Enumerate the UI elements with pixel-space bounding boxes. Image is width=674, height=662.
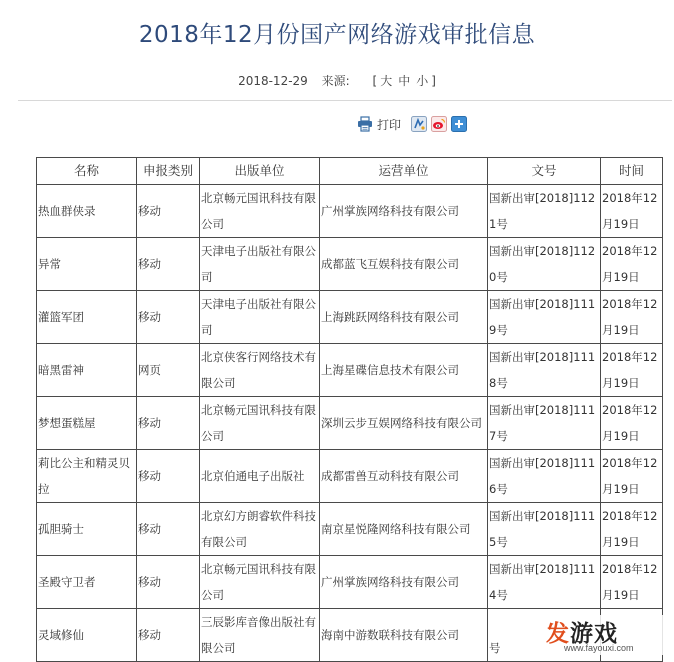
table-row bbox=[37, 556, 663, 609]
cell-name: 孤胆骑士 bbox=[37, 503, 137, 556]
cell-operator: 上海跳跃网络科技有限公司 bbox=[320, 291, 488, 344]
cell-category: 移动 bbox=[137, 609, 200, 662]
table-row bbox=[37, 291, 663, 344]
cell-category: 移动 bbox=[137, 503, 200, 556]
cell-name: 暗黑雷神 bbox=[37, 344, 137, 397]
watermark-brand-part1: 发 bbox=[546, 621, 570, 647]
cell-category: 移动 bbox=[137, 450, 200, 503]
cell-name: 异常 bbox=[37, 238, 137, 291]
article-meta bbox=[0, 72, 674, 89]
cell-approval-number: 国新出审[2018]1114号 bbox=[488, 556, 601, 609]
cell-date: 2018年12月19日 bbox=[601, 503, 663, 556]
cell-operator: 上海星碟信息技术有限公司 bbox=[320, 344, 488, 397]
cell-publisher: 北京畅元国讯科技有限公司 bbox=[200, 556, 320, 609]
cell-date: 2018年12月19日 bbox=[601, 238, 663, 291]
cell-date: 2018年12月19日 bbox=[601, 556, 663, 609]
cell-date: 2018年12月19日 bbox=[601, 185, 663, 238]
cell-approval-number: 国新出审[2018]1115号 bbox=[488, 503, 601, 556]
publish-date: 2018-12-29 bbox=[238, 74, 308, 88]
font-size-small-link[interactable]: 小 bbox=[416, 74, 429, 88]
header-category: 申报类别 bbox=[137, 158, 200, 185]
cell-publisher: 北京伯通电子出版社 bbox=[200, 450, 320, 503]
cell-name: 圣殿守卫者 bbox=[37, 556, 137, 609]
table-row bbox=[37, 397, 663, 450]
site-watermark bbox=[524, 615, 666, 655]
cell-operator: 海南中游数联科技有限公司 bbox=[320, 609, 488, 662]
cell-approval-number: 国新出审[2018]1119号 bbox=[488, 291, 601, 344]
printer-icon[interactable] bbox=[357, 116, 373, 132]
cell-approval-number: 国新出审[2018]1120号 bbox=[488, 238, 601, 291]
font-size-large-link[interactable]: 大 bbox=[380, 74, 393, 88]
cell-category: 移动 bbox=[137, 397, 200, 450]
page-title: 2018年12月份国产网络游戏审批信息 bbox=[138, 22, 536, 48]
table-row bbox=[37, 503, 663, 556]
cell-approval-number: 国新出审[2018]1117号 bbox=[488, 397, 601, 450]
header-date: 时间 bbox=[601, 158, 663, 185]
cell-category: 移动 bbox=[137, 291, 200, 344]
table-row bbox=[37, 450, 663, 503]
bracket-close: ] bbox=[431, 74, 436, 88]
print-link[interactable]: 打印 bbox=[377, 117, 402, 132]
cell-publisher: 天津电子出版社有限公司 bbox=[200, 238, 320, 291]
cell-approval-number: 号 bbox=[488, 609, 601, 662]
table-row bbox=[37, 238, 663, 291]
header-name: 名称 bbox=[37, 158, 137, 185]
bracket-open: [ bbox=[372, 74, 378, 88]
cell-name: 灌篮军团 bbox=[37, 291, 137, 344]
cell-category: 移动 bbox=[137, 185, 200, 238]
cell-operator: 广州掌族网络科技有限公司 bbox=[320, 556, 488, 609]
cell-publisher: 北京侠客行网络技术有限公司 bbox=[200, 344, 320, 397]
source-label: 来源: bbox=[321, 74, 350, 88]
share-plus-icon[interactable] bbox=[451, 116, 467, 132]
font-size-switcher bbox=[373, 74, 436, 88]
cell-name: 灵域修仙 bbox=[37, 609, 137, 662]
cell-category: 移动 bbox=[137, 556, 200, 609]
header-publisher: 出版单位 bbox=[200, 158, 320, 185]
cell-operator: 成都雷兽互动科技有限公司 bbox=[320, 450, 488, 503]
cell-date: 2018年12月19日 bbox=[601, 291, 663, 344]
cell-publisher: 天津电子出版社有限公司 bbox=[200, 291, 320, 344]
table-row bbox=[37, 185, 663, 238]
cell-category: 网页 bbox=[137, 344, 200, 397]
cell-approval-number: 国新出审[2018]1116号 bbox=[488, 450, 601, 503]
font-size-medium-link[interactable]: 中 bbox=[398, 74, 411, 88]
article-toolbar bbox=[357, 113, 471, 135]
cell-name: 热血群侠录 bbox=[37, 185, 137, 238]
watermark-brand-part2: 游戏 bbox=[570, 621, 618, 647]
cell-publisher: 三辰影库音像出版社有限公司 bbox=[200, 609, 320, 662]
cell-publisher: 北京幻方朗睿软件科技有限公司 bbox=[200, 503, 320, 556]
cell-operator: 南京星悦隆网络科技有限公司 bbox=[320, 503, 488, 556]
cell-operator: 深圳云步互娱网络科技有限公司 bbox=[320, 397, 488, 450]
share-kaixin-icon[interactable] bbox=[411, 116, 427, 132]
game-approval-table bbox=[36, 157, 663, 662]
cell-category: 移动 bbox=[137, 238, 200, 291]
cell-approval-number: 国新出审[2018]1118号 bbox=[488, 344, 601, 397]
cell-date: 2018年12月19日 bbox=[601, 450, 663, 503]
table-row bbox=[37, 344, 663, 397]
share-weibo-icon[interactable] bbox=[431, 116, 447, 132]
cell-operator: 成都蓝飞互娱科技有限公司 bbox=[320, 238, 488, 291]
cell-date: 2018年12月19日 bbox=[601, 344, 663, 397]
cell-approval-number: 国新出审[2018]1121号 bbox=[488, 185, 601, 238]
table-header-row bbox=[37, 158, 663, 185]
cell-name: 梦想蛋糕屋 bbox=[37, 397, 137, 450]
cell-date: 2018年12月19日 bbox=[601, 397, 663, 450]
cell-publisher: 北京畅元国讯科技有限公司 bbox=[200, 185, 320, 238]
cell-operator: 广州掌族网络科技有限公司 bbox=[320, 185, 488, 238]
header-operator: 运营单位 bbox=[320, 158, 488, 185]
header-divider bbox=[18, 100, 672, 101]
watermark-url: www.fayouxi.com bbox=[564, 643, 634, 653]
header-approval-number: 文号 bbox=[488, 158, 601, 185]
cell-publisher: 北京畅元国讯科技有限公司 bbox=[200, 397, 320, 450]
cell-name: 莉比公主和精灵贝拉 bbox=[37, 450, 137, 503]
